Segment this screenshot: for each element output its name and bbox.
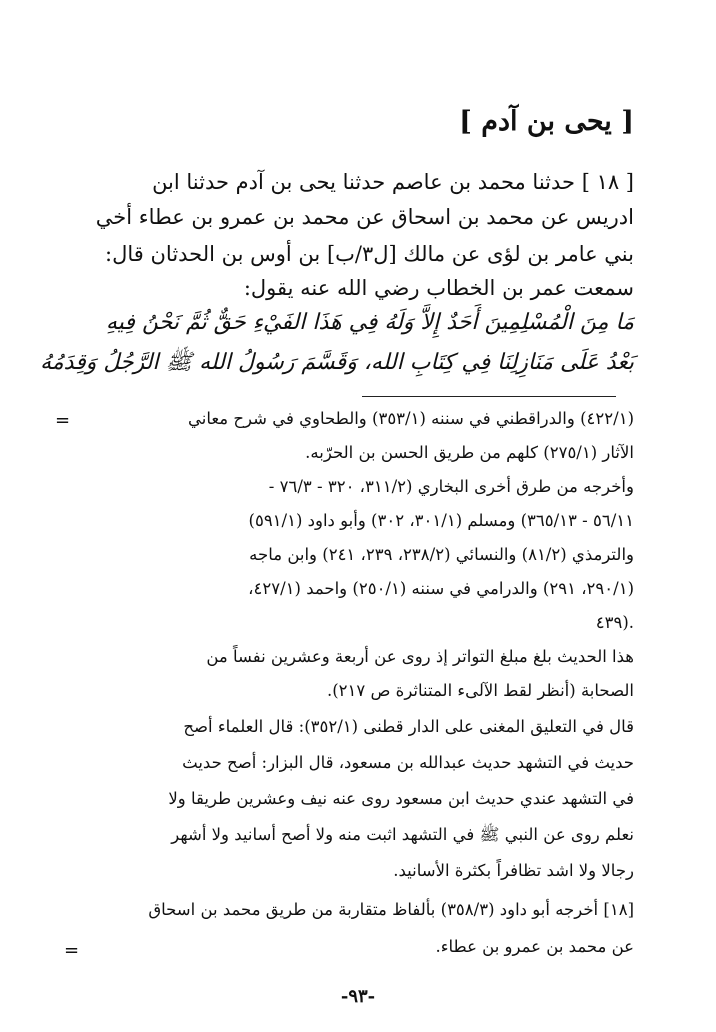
- footnote-line: حديث في التشهد حديث عبدالله بن مسعود، قال البزار: أصح حديث: [182, 753, 634, 772]
- footnote-line: في التشهد عندي حديث ابن مسعود روى عنه نيف وعشرين طريقا ولا: [168, 789, 634, 808]
- footnote-line: الآثار (٢٧٥/١) كلهم من طريق الحسن بن الحرّبه.: [305, 443, 634, 462]
- quoted-text-line: بَعْدُ عَلَى مَنَازِلِنَا فِي كِتَابِ الله، وَقَسَّمَ رَسُولُ الله ﷺ الرَّجُلُ وَقِدَمُهُ: [40, 350, 634, 375]
- footnote-line: ٥٦/١١ - ٣٦٥/١٣) ومسلم (٣٠١/١، ٣٠٢) وأبو داود (٥٩١/١): [248, 511, 634, 530]
- footnote-line: قال في التعليق المغنى على الدار قطنى (٣٥٢/١): قال العلماء أصح: [183, 717, 634, 736]
- footnote-line: نعلم روى عن النبي ﷺ في التشهد اثبت منه ولا أصح أسانيد ولا أشهر: [171, 825, 634, 844]
- main-text-line: سمعت عمر بن الخطاب رضي الله عنه يقول:: [243, 276, 634, 300]
- footnote-line: [١٨] أخرجه أبو داود (٣٥٨/٣) بألفاظ متقاربة من طريق محمد بن اسحاق: [148, 900, 634, 919]
- footnote-line: وأخرجه من طرق أخرى البخاري (٣١١/٢، ٣٢٠ - ٧٦/٣ -: [268, 477, 634, 496]
- end-marker: =: [64, 940, 80, 961]
- footnote-line: (٢٩٠/١، ٢٩١) والدرامي في سننه (٢٥٠/١) واحمد (٤٢٧/١،: [248, 579, 634, 598]
- footnote-line: (٤٢٢/١) والدراقطني في سننه (٣٥٣/١) والطحاوي في شرح معاني: [187, 409, 634, 428]
- page-number: -٩٣-: [340, 986, 376, 1007]
- main-text-line: بني عامر بن لؤى عن مالك [ل٣/ب] بن أوس بن الحدثان قال:: [105, 242, 634, 266]
- footnote-line: الصحابة (أنظر لقط الآلىء المتناثرة ص ٢١٧).: [326, 681, 634, 700]
- main-text-line: ادريس عن محمد بن اسحاق عن محمد بن عمرو بن عطاء أخي: [95, 205, 634, 229]
- section-heading: [ يحى بن آدم ]: [459, 106, 634, 137]
- quoted-text-line: مَا مِنَ الْمُسْلِمِينَ أَحَدٌ إِلاَّ وَلَهُ فِي هَذَا الفَيْءِ حَقٌّ ثُمَّ نَحْنُ فِيهِ: [106, 310, 634, 335]
- continuation-marker: =: [55, 410, 71, 431]
- footnote-separator: [362, 396, 616, 397]
- footnote-line: عن محمد بن عمرو بن عطاء.: [435, 937, 634, 956]
- footnote-line: والترمذي (٨١/٢) والنسائي (٢٣٨/٢، ٢٣٩، ٢٤١) وابن ماجه: [249, 545, 634, 564]
- footnote-line: ٤٣٩).: [595, 613, 634, 632]
- main-text-line: [ ١٨ ] حدثنا محمد بن عاصم حدثنا يحى بن آدم حدثنا ابن: [152, 170, 634, 194]
- footnote-line: هذا الحديث بلغ مبلغ التواتر إذ روى عن أربعة وعشرين نفساً من: [206, 647, 634, 666]
- footnote-line: رجالا ولا اشد تظافراً بكثرة الأسانيد.: [393, 861, 634, 880]
